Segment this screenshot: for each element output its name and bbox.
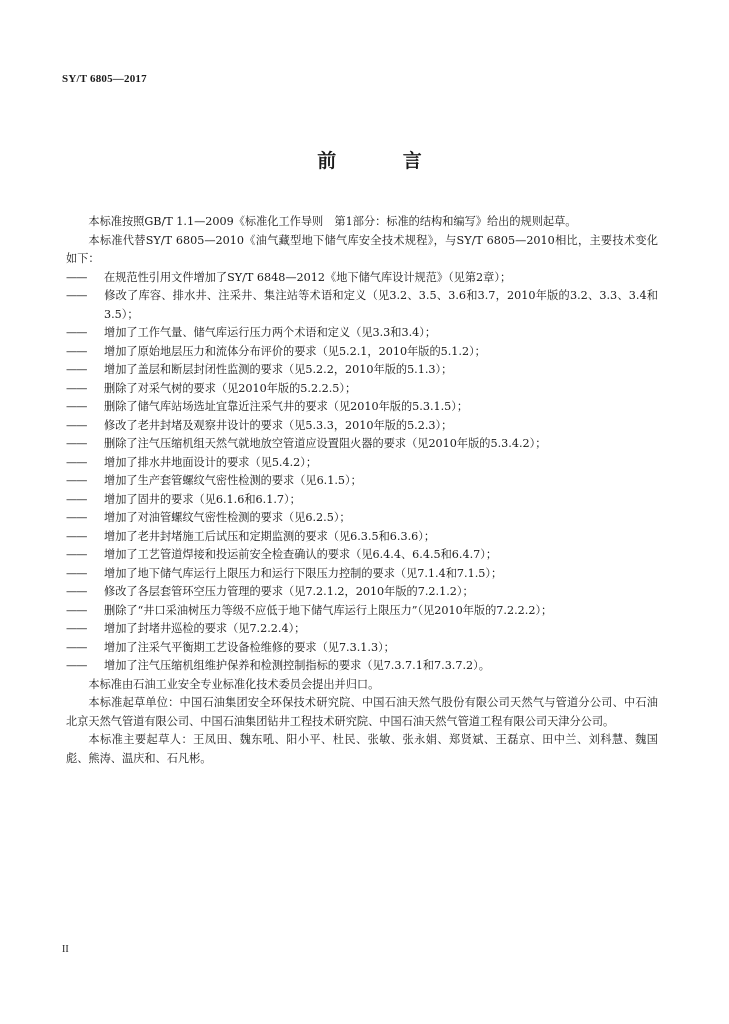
change-item xyxy=(66,398,658,417)
change-text: 增加了注采气平衡期工艺设备检维修的要求（见7.3.1.3）； xyxy=(104,640,395,654)
change-item xyxy=(66,602,658,621)
change-text: 增加了固井的要求（见6.1.6和6.1.7）； xyxy=(104,492,301,506)
change-text: 删除了“井口采油树压力等级不应低于地下储气库运行上限压力”（见2010年版的7.2.2.2）； xyxy=(104,603,553,617)
change-text: 增加了地下储气库运行上限压力和运行下限压力控制的要求（见7.1.4和7.1.5）； xyxy=(104,566,503,580)
closing-paragraph: 本标准起草单位：中国石油集团安全环保技术研究院、中国石油天然气股份有限公司天然气与管道分公司、中石油北京天然气管道有限公司、中国石油集团钻井工程技术研究院、中国石油天然气管道工程有限公司天津分公司。 xyxy=(66,696,658,728)
dash-marker: —— xyxy=(66,511,87,524)
dash-marker: —— xyxy=(66,640,87,654)
change-item xyxy=(66,583,658,602)
dash-marker: —— xyxy=(66,585,87,598)
change-item xyxy=(66,565,658,584)
closing-paragraph: 本标准主要起草人：王凤田、魏东吼、阳小平、杜民、张敏、张永娟、郑贤斌、王磊京、田中兰、刘科慧、魏国彪、熊涛、温庆和、石凡彬。 xyxy=(66,733,658,765)
dash-marker: —— xyxy=(66,622,87,635)
change-item xyxy=(66,361,658,380)
dash-marker: —— xyxy=(66,400,87,413)
change-item xyxy=(66,454,658,473)
dash-marker: —— xyxy=(66,492,87,506)
standard-code: SY/T 6805—2017 xyxy=(62,73,147,85)
dash-marker: —— xyxy=(66,289,87,302)
dash-marker: —— xyxy=(66,381,87,395)
dash-marker: —— xyxy=(66,566,87,580)
dash-marker: —— xyxy=(66,363,87,376)
dash-marker: —— xyxy=(66,455,87,469)
page-number: II xyxy=(62,944,69,955)
dash-marker: —— xyxy=(66,529,87,543)
dash-marker: —— xyxy=(66,437,87,450)
dash-marker: —— xyxy=(66,418,87,432)
intro-paragraph: 本标准按照GB/T 1.1—2009《标准化工作导则 第1部分：标准的结构和编写》给出的规则起草。 xyxy=(88,215,577,228)
change-text: 增加了注气压缩机组维护保养和检测控制指标的要求（见7.3.7.1和7.3.7.2）。 xyxy=(104,659,490,672)
change-text: 修改了各层套管环空压力管理的要求（见7.2.1.2，2010年版的7.2.1.2）； xyxy=(104,585,474,598)
change-text: 增加了对油管螺纹气密性检测的要求（见6.2.5）； xyxy=(104,511,351,524)
change-item xyxy=(66,657,658,676)
change-item xyxy=(66,639,658,658)
change-text: 增加了工作气量、储气库运行压力两个术语和定义（见3.3和3.4）； xyxy=(104,326,437,339)
change-text: 修改了库容、排水井、注采井、集注站等术语和定义（见3.2、3.5、3.6和3.7，2010年版的3.2、3.3、3.4和3.5）； xyxy=(104,289,658,321)
dash-marker: —— xyxy=(66,659,87,672)
dash-marker: —— xyxy=(66,548,87,561)
dash-marker: —— xyxy=(66,270,87,284)
change-text: 增加了盖层和断层封闭性监测的要求（见5.2.2，2010年版的5.1.3）； xyxy=(104,363,453,376)
change-item xyxy=(66,435,658,454)
change-text: 删除了储气库站场选址宜靠近注采气井的要求（见2010年版的5.3.1.5）； xyxy=(104,400,469,413)
dash-marker: —— xyxy=(66,603,87,617)
closing-paragraph: 本标准由石油工业安全专业标准化技术委员会提出并归口。 xyxy=(88,677,380,691)
change-item xyxy=(66,509,658,528)
change-item xyxy=(66,546,658,565)
page-title: 前 言 xyxy=(317,150,452,172)
foreword-body xyxy=(66,213,658,768)
change-text: 增加了生产套管螺纹气密性检测的要求（见6.1.5）； xyxy=(104,474,362,487)
change-item xyxy=(66,287,658,324)
dash-marker: —— xyxy=(66,474,87,487)
change-item xyxy=(66,324,658,343)
intro-paragraph: 本标准代替SY/T 6805—2010《油气藏型地下储气库安全技术规程》，与SY/T 6805—2010相比，主要技术变化如下： xyxy=(66,233,658,265)
change-item xyxy=(66,380,658,399)
change-item xyxy=(66,491,658,510)
change-text: 在规范性引用文件增加了SY/T 6848—2012《地下储气库设计规范》（见第2章）； xyxy=(104,270,512,284)
change-item xyxy=(66,417,658,436)
change-item xyxy=(66,343,658,362)
change-item xyxy=(66,528,658,547)
change-text: 增加了老井封堵施工后试压和定期监测的要求（见6.3.5和6.3.6）； xyxy=(104,529,436,543)
change-item xyxy=(66,620,658,639)
dash-marker: —— xyxy=(66,326,87,339)
change-item xyxy=(66,472,658,491)
change-text: 增加了原始地层压力和流体分布评价的要求（见5.2.1，2010年版的5.1.2）； xyxy=(104,344,486,358)
change-text: 增加了封堵井巡检的要求（见7.2.2.4）； xyxy=(104,622,306,635)
change-item xyxy=(66,269,658,288)
change-text: 修改了老井封堵及观察井设计的要求（见5.3.3，2010年版的5.2.3）； xyxy=(104,418,453,432)
change-text: 删除了对采气树的要求（见2010年版的5.2.2.5）； xyxy=(104,381,357,395)
change-text: 增加了工艺管道焊接和投运前安全检查确认的要求（见6.4.4、6.4.5和6.4.7）； xyxy=(104,548,498,561)
change-text: 删除了注气压缩机组天然气就地放空管道应设置阻火器的要求（见2010年版的5.3.4.2）； xyxy=(104,437,547,450)
change-text: 增加了排水井地面设计的要求（见5.4.2）； xyxy=(104,455,318,469)
dash-marker: —— xyxy=(66,344,87,358)
